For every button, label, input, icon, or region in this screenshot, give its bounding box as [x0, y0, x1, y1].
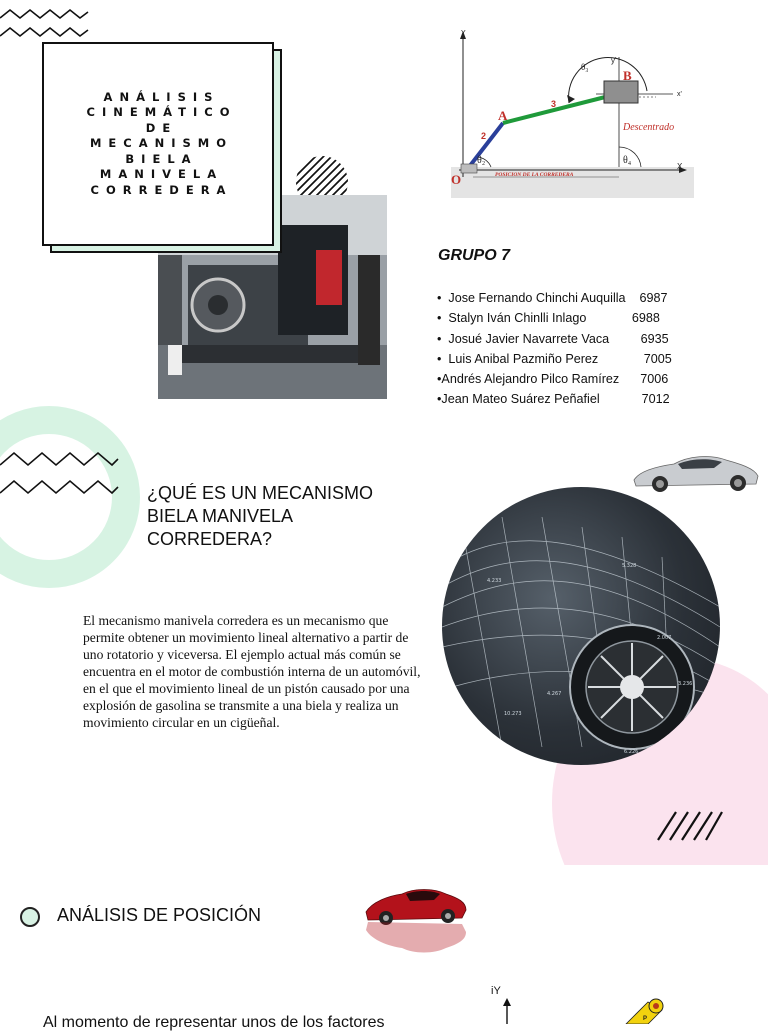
axis-x-label: X — [677, 162, 683, 171]
group-title: GRUPO 7 — [438, 247, 511, 264]
list-item: • Luis Anibal Pazmiño Perez 7005 — [437, 351, 672, 366]
wireframe-label: 6.226 — [624, 749, 639, 755]
wireframe-label: 5.328 — [622, 563, 637, 569]
list-item: • Stalyn Iván Chinlli Inlago 6988 — [437, 311, 660, 326]
wireframe-label: 10.273 — [504, 711, 522, 717]
badge-letter: P — [643, 1016, 648, 1022]
axis-arrow-icon — [500, 998, 514, 1024]
wireframe-label: 4.233 — [487, 578, 502, 584]
title-line: CINEMÁTICO — [86, 105, 237, 120]
offset-label: Descentrado — [623, 122, 675, 133]
axis-y-label: Y — [461, 30, 466, 37]
section-question-title: ¿QUÉ ES UN MECANISMO BIELA MANIVELA CORREDERA? — [147, 483, 374, 549]
silver-car-image — [630, 450, 762, 494]
document-title — [86, 89, 237, 199]
link3-label: 3 — [551, 99, 557, 109]
title-line: DE — [145, 120, 178, 135]
point-a-label: A — [498, 108, 508, 123]
axis-x-prime-label: x' — [677, 91, 682, 98]
piston-badge-image — [618, 996, 674, 1024]
point-o-label: O — [451, 172, 462, 187]
position-body-text: Al momento de representar unos de los factores — [43, 1014, 385, 1031]
red-car-image — [362, 884, 468, 958]
wireframe-label: 3.236 — [678, 681, 693, 687]
list-item: • Josué Javier Navarrete Vaca 6935 — [437, 331, 669, 346]
theta3-label: θ₃ — [581, 62, 589, 72]
point-b-label: B — [623, 68, 632, 83]
member-list — [437, 288, 672, 410]
title-line: MANIVELA — [99, 167, 224, 182]
slider-position-label: POSICION DE LA CORREDERA — [495, 172, 574, 178]
wireframe-car-image — [442, 487, 720, 765]
list-item: •Andrés Alejandro Pilco Ramírez 7006 — [437, 372, 669, 387]
axis-y-prime-label: y' — [611, 56, 617, 65]
list-item: •Jean Mateo Suárez Peñafiel 7012 — [437, 392, 670, 407]
wireframe-label: 2.007 — [657, 635, 672, 641]
theta2-label: θ₂ — [477, 155, 486, 166]
list-item: • Jose Fernando Chinchi Auquilla 6987 — [437, 291, 668, 305]
title-card — [42, 42, 274, 246]
zigzag-icon — [0, 449, 120, 499]
zigzag-icon — [0, 4, 90, 44]
link2-label: 2 — [481, 131, 487, 141]
axis-iy-label: iY — [491, 985, 501, 997]
section-position-title: ANÁLISIS DE POSICIÓN — [57, 905, 262, 925]
title-line: BIELA — [125, 151, 198, 166]
title-line: CORREDERA — [90, 182, 233, 197]
title-line: ANÁLISIS — [103, 89, 220, 104]
circle-bullet-icon — [20, 907, 40, 927]
slider-crank-diagram — [451, 27, 694, 198]
theta4-label: θ₄ — [623, 155, 632, 166]
title-line: MECANISMO — [89, 136, 234, 151]
definition-paragraph: El mecanismo manivela corredera es un mecanismo que permite obtener un movimiento lineal alternativo a partir de uno rotatorio y viceversa. El ejemplo actual más común se encuentra en el motor de combustión interna de un automóvil, en el que el movimiento lineal de un pistón causado por una explosión de gasolina se transmite a una biela y realiza un movimiento circular en un cigüeñal. — [83, 613, 421, 730]
wireframe-label: 4.267 — [547, 691, 562, 697]
slash-lines-icon — [656, 810, 724, 842]
